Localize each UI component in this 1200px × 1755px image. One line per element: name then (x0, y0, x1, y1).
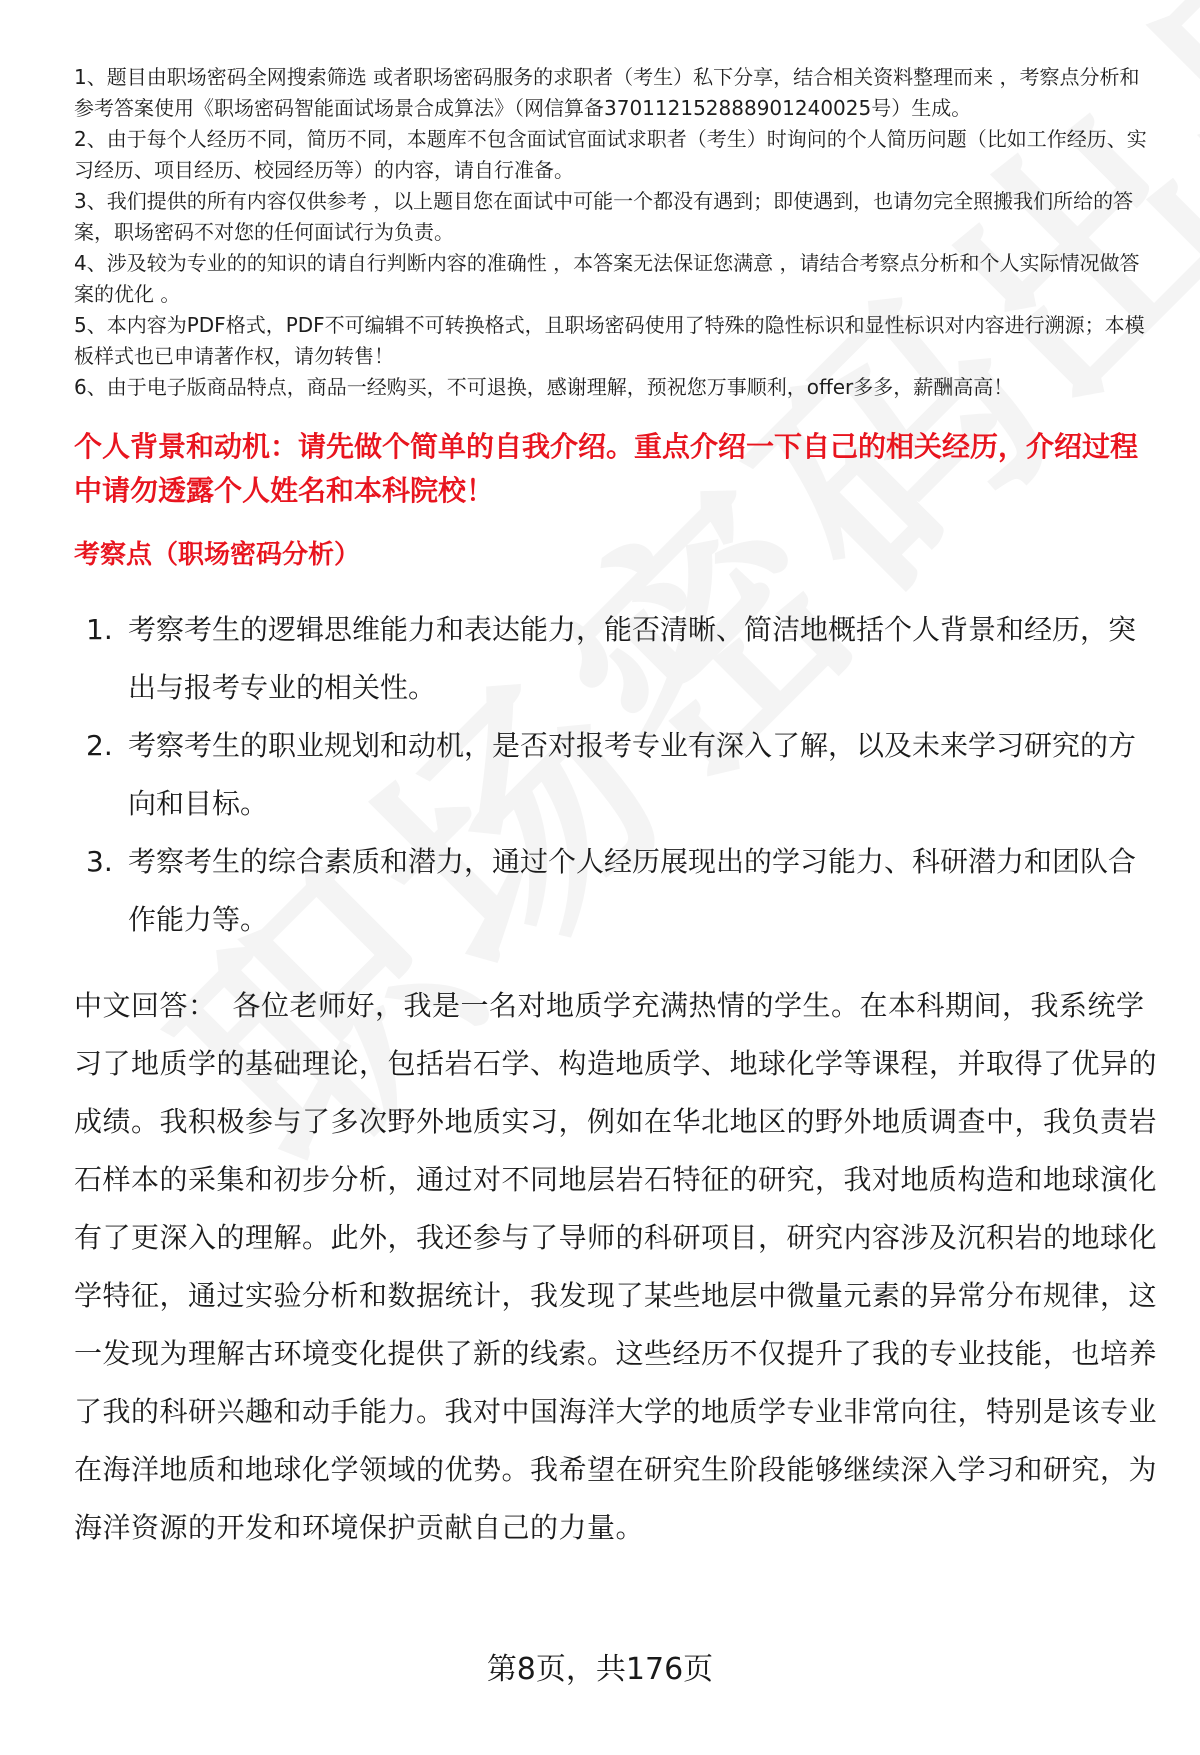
list-number: 3. (86, 845, 113, 878)
disclaimer-item: 5、本内容为PDF格式，PDF不可编辑不可转换格式，且职场密码使用了特殊的隐性标识和显性标识对内容进行溯源；本模板样式也已申请著作权，请勿转售！ (74, 313, 1145, 368)
answer (74, 977, 1159, 1557)
answer-text: 各位老师好，我是一名对地质学充满热情的学生。在本科期间，我系统学习了地质学的基础理论，包括岩石学、构造地质学、地球化学等课程，并取得了优异的成绩。我积极参与了多次野外地质实习，例如在华北地区的野外地质调查中，我负责岩石样本的采集和初步分析，通过对不同地层岩石特征的研究，我对地质构造和地球演化有了更深入的理解。此外，我还参与了导师的科研项目，研究内容涉及沉积岩的地球化学特征，通过实验分析和数据统计，我发现了某些地层中微量元素的异常分布规律，这一发现为理解古环境变化提供了新的线索。这些经历不仅提升了我的专业技能，也培养了我的科研兴趣和动手能力。我对中国海洋大学的地质学专业非常向往，特别是该专业在海洋地质和地球化学领域的优势。我希望在研究生阶段能够继续深入学习和研究，为海洋资源的开发和环境保护贡献自己的力量。 (74, 989, 1158, 1544)
list-text: 考察考生的综合素质和潜力，通过个人经历展现出的学习能力、科研潜力和团队合作能力等。 (128, 845, 1137, 936)
page-number: 第8页，共176页 (486, 1652, 714, 1687)
list-text: 考察考生的逻辑思维能力和表达能力，能否清晰、简洁地概括个人背景和经历，突出与报考专业的相关性。 (128, 613, 1137, 704)
disclaimer-item: 6、由于电子版商品特点，商品一经购买，不可退换，感谢理解，预祝您万事顺利，offer多多，薪酬高高！ (74, 375, 1014, 399)
analysis-heading: 考察点（职场密码分析） (74, 540, 361, 570)
list-number: 1. (86, 613, 113, 646)
disclaimer-item: 4、涉及较为专业的的知识的请自行判断内容的准确性 ，本答案无法保证您满意 ，请结合考察点分析和个人实际情况做答案的优化 。 (74, 251, 1140, 306)
document-page (74, 62, 1159, 1557)
list-text: 考察考生的职业规划和动机，是否对报考专业有深入了解，以及未来学习研究的方向和目标。 (128, 729, 1137, 820)
list-item (74, 717, 1159, 833)
list-item (74, 601, 1159, 717)
list-number: 2. (86, 729, 113, 762)
disclaimer (74, 62, 1159, 403)
answer-label: 中文回答： (74, 989, 217, 1022)
analysis-points (74, 601, 1159, 949)
disclaimer-item: 2、由于每个人经历不同，简历不同，本题库不包含面试官面试求职者（考生）时询问的个人简历问题（比如工作经历、实习经历、项目经历、校园经历等）的内容，请自行准备。 (74, 127, 1147, 182)
question-title: 个人背景和动机：请先做个简单的自我介绍。重点介绍一下自己的相关经历，介绍过程中请勿透露个人姓名和本科院校！ (74, 430, 1139, 507)
list-item (74, 833, 1159, 949)
disclaimer-item: 3、我们提供的所有内容仅供参考 ，以上题目您在面试中可能一个都没有遇到；即使遇到，也请勿完全照搬我们所给的答案，职场密码不对您的任何面试行为负责。 (74, 189, 1134, 244)
disclaimer-item: 1、题目由职场密码全网搜索筛选 或者职场密码服务的求职者（考生）私下分享，结合相关资料整理而来 ，考察点分析和参考答案使用《职场密码智能面试场景合成算法》（网信算备370112152888901240025号）生成。 (74, 65, 1140, 120)
